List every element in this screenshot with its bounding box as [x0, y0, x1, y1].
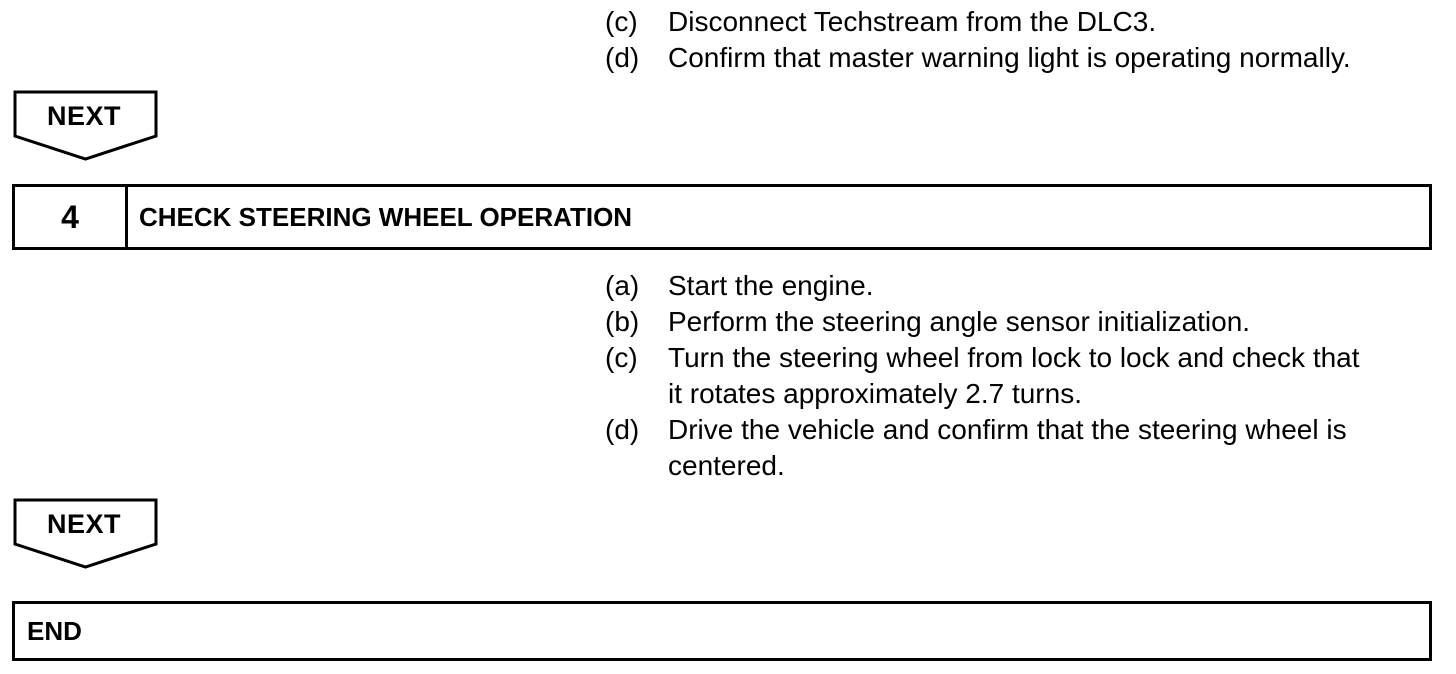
step-item	[605, 304, 1435, 340]
procedure-steps-check-4	[605, 268, 1435, 484]
step-label: (a)	[605, 270, 640, 301]
step-label: (c)	[605, 342, 638, 373]
step-label: (d)	[605, 42, 640, 73]
step-label: (b)	[605, 306, 640, 337]
step-text: Disconnect Techstream from the DLC3.	[668, 6, 1157, 37]
step-item	[605, 268, 1435, 304]
step-text: Drive the vehicle and confirm that the steering wheel is centered.	[668, 414, 1347, 481]
procedure-steps-top	[605, 4, 1435, 76]
step-text: Start the engine.	[668, 270, 874, 301]
step-item	[605, 4, 1435, 40]
next-label: NEXT	[46, 101, 121, 131]
end-label: END	[27, 615, 82, 646]
step-text: Perform the steering angle sensor initialization.	[668, 306, 1251, 337]
check-step-header	[12, 184, 1432, 250]
end-box	[12, 601, 1432, 661]
step-text: Confirm that master warning light is operating normally.	[668, 42, 1351, 73]
step-label: (d)	[605, 414, 640, 445]
next-arrow-badge	[13, 498, 159, 570]
check-step-number: 4	[15, 187, 128, 247]
step-item	[605, 340, 1435, 412]
next-label: NEXT	[46, 509, 121, 539]
step-item	[605, 412, 1435, 484]
next-arrow-badge	[13, 90, 159, 162]
check-step-title: CHECK STEERING WHEEL OPERATION	[139, 201, 633, 232]
step-label: (c)	[605, 6, 638, 37]
step-item	[605, 40, 1435, 76]
step-text: Turn the steering wheel from lock to lock and check that it rotates approximately 2.7 turns.	[668, 342, 1360, 409]
